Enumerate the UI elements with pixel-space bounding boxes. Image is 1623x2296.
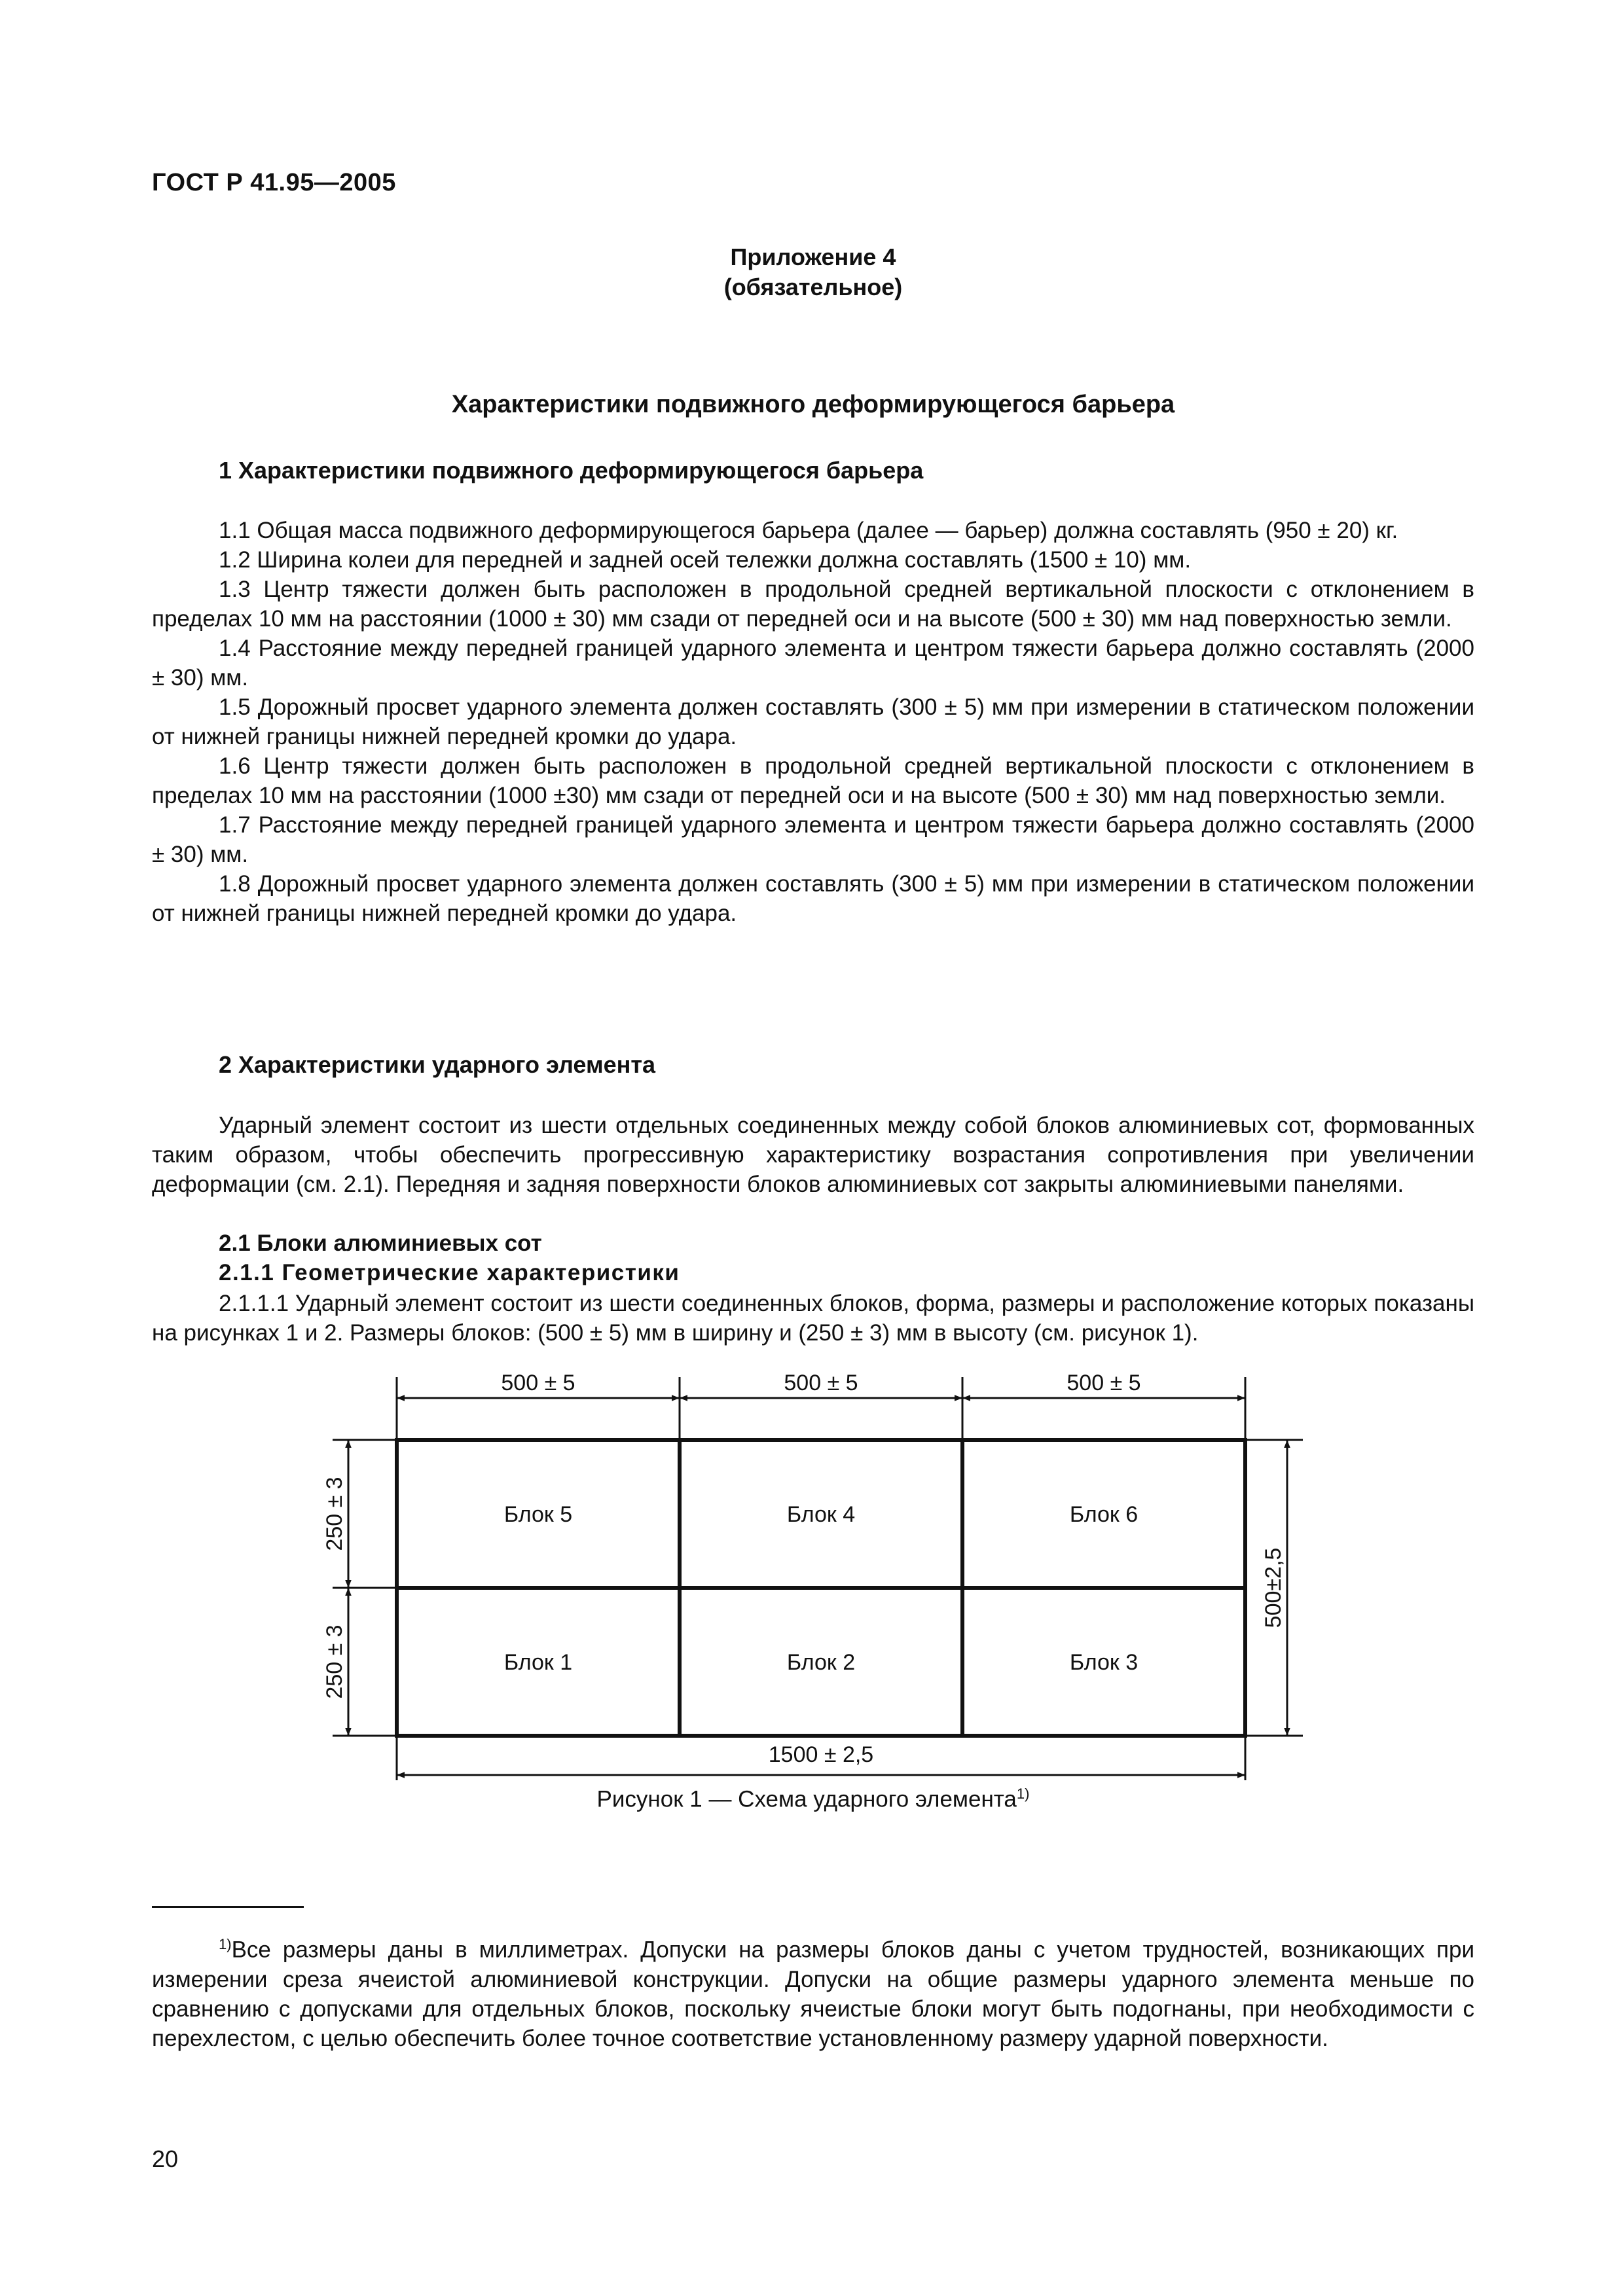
paragraph-1-7: 1.7 Расстояние между передней границей ударного элемента и центром тяжести барьера должно составлять (2000 ± 30) мм. (152, 812, 1474, 867)
document-code: ГОСТ Р 41.95—2005 (152, 169, 396, 196)
block-3-label: Блок 3 (1069, 1650, 1139, 1675)
figure-1-caption (152, 1785, 1474, 1813)
section-2-heading: 2 Характеристики ударного элемента (219, 1051, 656, 1078)
block-2-label: Блок 2 (786, 1650, 856, 1675)
section-1-heading: 1 Характеристики подвижного деформирующегося барьера (219, 457, 924, 484)
top-dim-1: 500 ± 5 (501, 1371, 575, 1395)
subsection-2-1-heading: 2.1 Блоки алюминиевых сот (219, 1230, 542, 1256)
impactor-outline (397, 1440, 1245, 1736)
appendix-status: (обязательное) (723, 274, 903, 300)
paragraph-1-8: 1.8 Дорожный просвет ударного элемента должен составлять (300 ± 5) мм при измерении в статическом положении от нижней границы нижней передней кромки до удара. (152, 871, 1474, 926)
right-dim: 500±2,5 (1261, 1547, 1286, 1628)
section-2-intro-text: Ударный элемент состоит из шести отдельных соединенных между собой блоков алюминиевых сот, формованных таким образом, чтобы обеспечить прогрессивную характеристику возрастания сопротивления при увеличении деформации (см. 2.1). Передняя и задняя поверхности блоков алюминиевых сот закрыты алюминиевыми панелями. (152, 1113, 1474, 1197)
top-dim-2: 500 ± 5 (784, 1371, 858, 1395)
paragraph-2-1-1-1: 2.1.1.1 Ударный элемент состоит из шести соединенных блоков, форма, размеры и расположение которых показаны на рисунках 1 и 2. Размеры блоков: (500 ± 5) мм в ширину и (250 ± 3) мм в высоту (см. рисунок 1). (152, 1291, 1474, 1346)
figure-1-caption-text: Рисунок 1 — Схема ударного элемента (596, 1786, 1017, 1812)
appendix-label: Приложение 4 (730, 243, 896, 270)
subsection-2-1-1-heading: 2.1.1 Геометрические характеристики (219, 1260, 680, 1285)
block-5-label: Блок 5 (503, 1502, 573, 1527)
footnote-separator (152, 1906, 304, 1908)
paragraph-1-5: 1.5 Дорожный просвет ударного элемента должен составлять (300 ± 5) мм при измерении в статическом положении от нижней границы нижней передней кромки до удара. (152, 694, 1474, 749)
bottom-dim: 1500 ± 2,5 (768, 1742, 874, 1767)
block-4-label: Блок 4 (786, 1502, 856, 1527)
paragraph-1-1: 1.1 Общая масса подвижного деформирующегося барьера (далее — барьер) должна составлять (950 ± 20) кг. (219, 518, 1398, 543)
footnote-text: Все размеры даны в миллиметрах. Допуски на размеры блоков даны с учетом трудностей, возникающих при измерении среза ячеистой алюминиевой конструкции. Допуски на общие размеры ударного элемента меньше по сравнению с допусками для отдельных блоков, поскольку ячеистые блоки могут быть подогнаны, при необходимости с перехлестом, с целью обеспечить более точное соответствие установленному размеру ударной поверхности. (152, 1937, 1474, 2051)
page-number: 20 (152, 2145, 179, 2172)
figure-1-caption-footnote-ref: 1) (1016, 1785, 1030, 1802)
left-dim-top: 250 ± 3 (322, 1477, 347, 1551)
extension-lines (333, 1377, 1303, 1780)
paragraph-1-4: 1.4 Расстояние между передней границей ударного элемента и центром тяжести барьера должно составлять (2000 ± 30) мм. (152, 636, 1474, 691)
top-dim-3: 500 ± 5 (1067, 1371, 1141, 1395)
block-1-label: Блок 1 (503, 1650, 573, 1675)
left-dim-bottom: 250 ± 3 (322, 1624, 347, 1699)
footnote (152, 1929, 1474, 2053)
appendix-title: Характеристики подвижного деформирующегося барьера (451, 391, 1175, 418)
block-6-label: Блок 6 (1069, 1502, 1139, 1527)
footnote-marker: 1) (219, 1936, 232, 1952)
paragraph-1-6: 1.6 Центр тяжести должен быть расположен в продольной средней вертикальной плоскости с отклонением в пределах 10 мм на расстоянии (1000 ±30) мм сзади от передней оси и на высоте (500 ± 30) мм над поверхностью земли. (152, 753, 1474, 808)
paragraph-1-3: 1.3 Центр тяжести должен быть расположен в продольной средней вертикальной плоскости с отклонением в пределах 10 мм на расстоянии (1000 ± 30) мм сзади от передней оси и на высоте (500 ± 30) мм над поверхностью земли. (152, 577, 1474, 632)
paragraph-1-2: 1.2 Ширина колеи для передней и задней осей тележки должна составлять (1500 ± 10) мм. (219, 547, 1192, 573)
